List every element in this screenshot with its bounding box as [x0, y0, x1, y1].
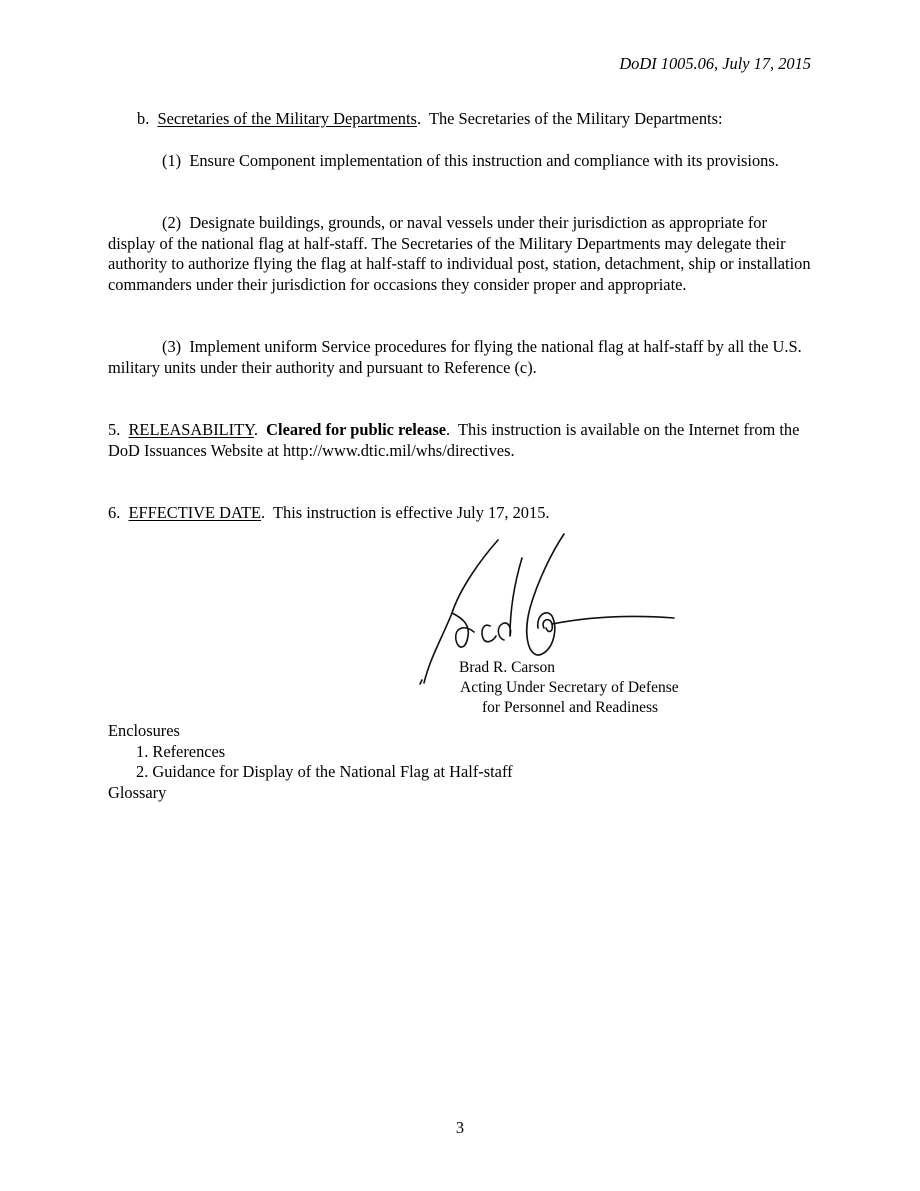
section-b-item-1	[108, 151, 812, 172]
section-5-heading-punct: .	[253, 420, 258, 439]
enclosures-list	[108, 721, 708, 803]
signer-title-line-1: Acting Under Secretary of Defense	[460, 679, 679, 696]
section-b-item-2	[108, 213, 812, 295]
section-b-heading-punct: .	[416, 109, 422, 128]
signer-name: Brad R. Carson	[459, 659, 556, 676]
signer-title-line-2: for Personnel and Readiness	[482, 699, 659, 716]
item-text: Designate buildings, grounds, or naval vessels under their jurisdiction as appropriate for display of the national flag at half-staff. The Secretaries of the Military Departments may delegate their authority to authorize flying the flag at half-staff to individual post, station, detachment, ship or installation commanders under their jurisdiction for occasions they consider proper and appropriate.	[108, 213, 811, 294]
section-5-heading: RELEASABILITY	[128, 420, 254, 439]
signature-block	[412, 528, 712, 718]
section-6-text: This instruction is effective July 17, 2015.	[273, 503, 550, 522]
section-5-paragraph	[108, 420, 812, 461]
section-6-number: 6.	[108, 503, 121, 522]
glossary-label: Glossary	[108, 782, 167, 802]
item-number: (1)	[162, 151, 182, 170]
section-b-label: b.	[137, 109, 150, 128]
section-6-paragraph	[108, 503, 812, 524]
section-b-item-3	[108, 337, 812, 378]
page-number: 3	[455, 1118, 465, 1137]
section-5-bold-text: Cleared for public release	[266, 420, 446, 439]
section-5-bold-punct: .	[446, 420, 451, 439]
section-5-number: 5.	[108, 420, 121, 439]
section-b-heading: Secretaries of the Military Departments	[157, 109, 417, 128]
item-text: Implement uniform Service procedures for flying the national flag at half-staff by all the U.S. military units under their authority and pursuant to Reference (c).	[108, 337, 802, 377]
item-text: Ensure Component implementation of this instruction and compliance with its provisions.	[189, 151, 779, 170]
enclosure-item: 1. References	[136, 741, 226, 761]
section-6-heading-punct: .	[261, 503, 266, 522]
section-6-heading: EFFECTIVE DATE	[128, 503, 261, 522]
item-number: (2)	[162, 213, 182, 232]
section-b-intro: The Secretaries of the Military Departments:	[428, 109, 723, 128]
running-header: DoDI 1005.06, July 17, 2015	[619, 54, 811, 73]
section-5-text: This instruction is available on the Internet from the DoD Issuances Website at http://www.dtic.mil/whs/directives.	[108, 420, 800, 460]
enclosure-item: 2. Guidance for Display of the National Flag at Half-staff	[136, 762, 513, 782]
enclosures-heading: Enclosures	[108, 721, 180, 740]
section-b-paragraph	[108, 109, 812, 130]
item-number: (3)	[162, 337, 182, 356]
